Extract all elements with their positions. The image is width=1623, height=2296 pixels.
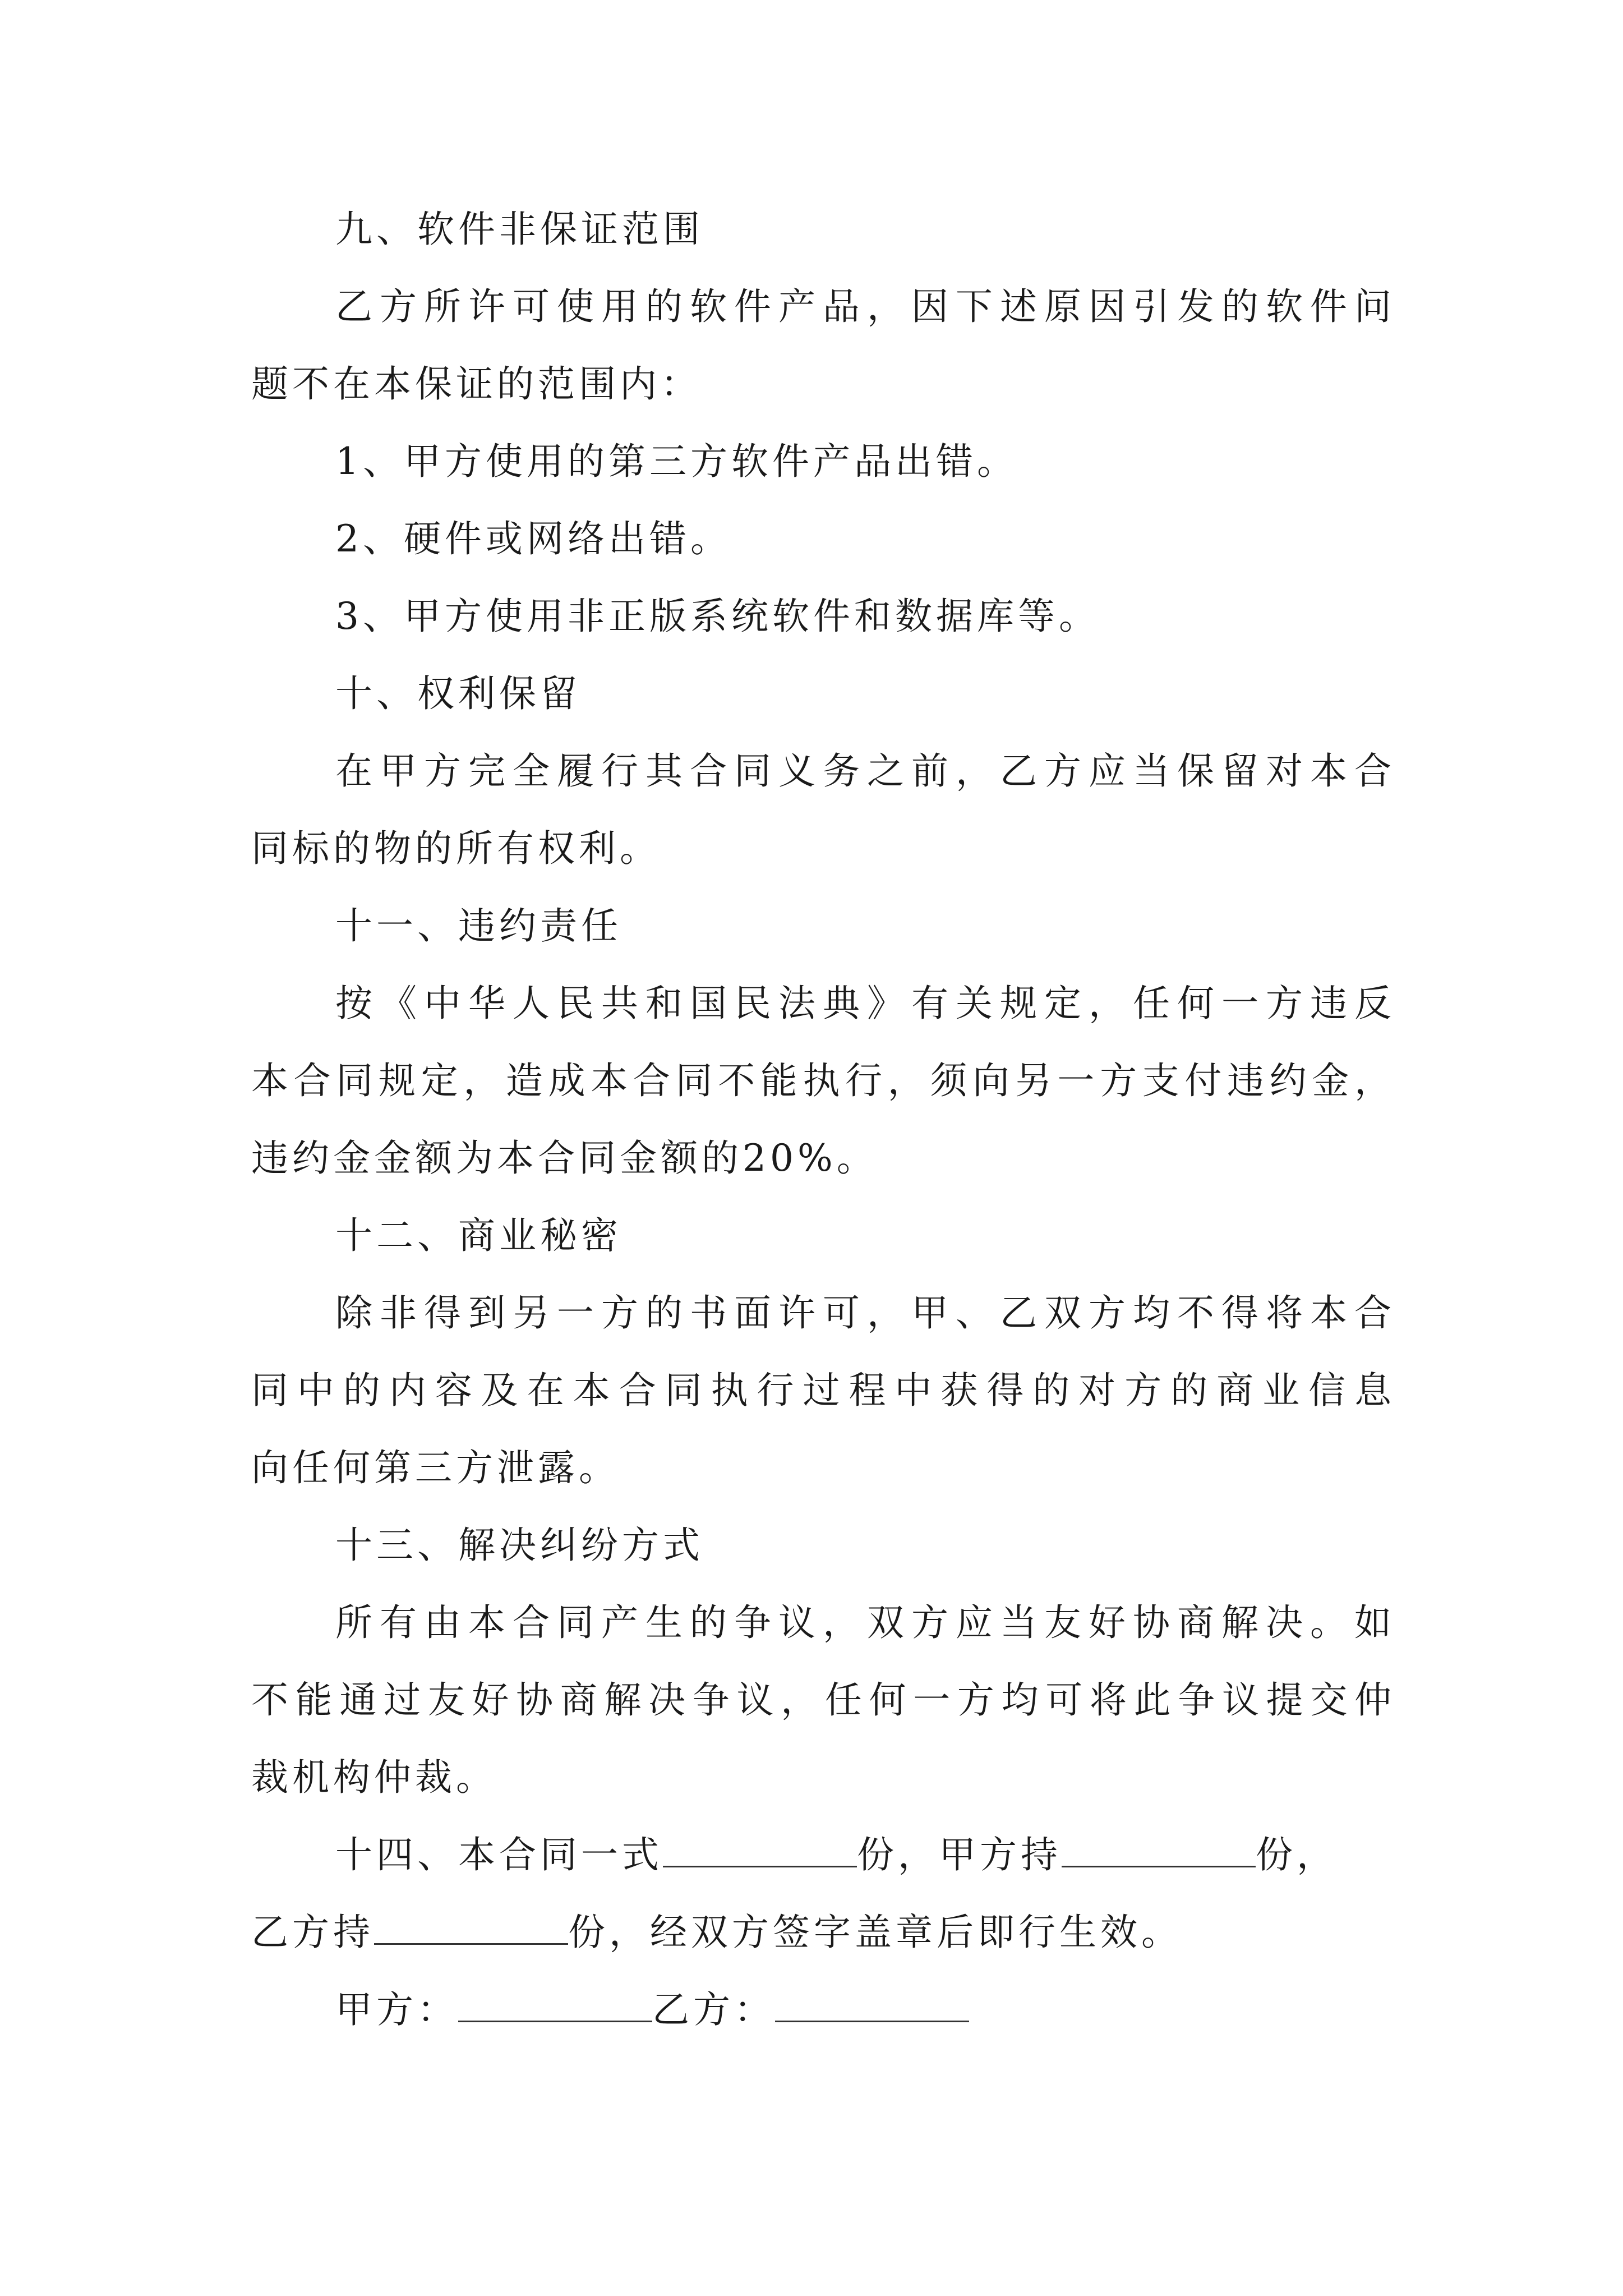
total-copies-blank: [663, 1832, 857, 1867]
paragraph-line: 不能通过友好协商解决争议，任何一方均可将此争议提交仲: [251, 1678, 1395, 1722]
paragraph-line: 同中的内容及在本合同执行过程中获得的对方的商业信息: [251, 1369, 1395, 1412]
section-heading-12: 十二、商业秘密: [335, 1214, 622, 1257]
party-b-label: 乙方：: [652, 1988, 775, 2031]
copies-text-4: 乙方持: [251, 1911, 374, 1954]
copies-text-3: 份，: [1256, 1833, 1338, 1876]
party-a-copies-blank: [1062, 1832, 1256, 1867]
section-heading-9: 九、软件非保证范围: [335, 208, 704, 251]
list-item: 2、硬件或网络出错。: [335, 517, 731, 560]
copies-text-2: 份，甲方持: [857, 1833, 1062, 1876]
contract-body: [251, 191, 1395, 2049]
paragraph-line: 向任何第三方泄露。: [251, 1446, 620, 1489]
list-item: 3、甲方使用非正版系统软件和数据库等。: [335, 595, 1100, 638]
party-a-label: 甲方：: [335, 1988, 458, 2031]
paragraph-line: 乙方所许可使用的软件产品，因下述原因引发的软件问: [335, 285, 1395, 328]
signature-line: [251, 1971, 1395, 2049]
paragraph-line: 同标的物的所有权利。: [251, 827, 661, 870]
paragraph-line: 本合同规定，造成本合同不能执行，须向另一方支付违约金，: [251, 1059, 1395, 1102]
section-heading-13: 十三、解决纠纷方式: [335, 1524, 704, 1567]
paragraph-line: 所有由本合同产生的争议，双方应当友好协商解决。如: [335, 1601, 1395, 1644]
paragraph-line: 题不在本保证的范围内：: [251, 362, 702, 406]
party-b-copies-blank: [374, 1910, 568, 1945]
copies-clause: [251, 1816, 1395, 1894]
party-b-signature-blank: [775, 1987, 969, 2022]
party-a-signature-blank: [458, 1987, 652, 2022]
paragraph-line: 除非得到另一方的书面许可，甲、乙双方均不得将本合: [335, 1291, 1395, 1335]
copies-text-1: 十四、本合同一式: [335, 1833, 663, 1876]
copies-text-5: 份，经双方签字盖章后即行生效。: [568, 1911, 1182, 1954]
section-heading-10: 十、权利保留: [335, 672, 581, 715]
paragraph-line: 按《中华人民共和国民法典》有关规定，任何一方违反: [335, 982, 1395, 1025]
paragraph-line: 违约金金额为本合同金额的20%。: [251, 1137, 878, 1180]
list-item: 1、甲方使用的第三方软件产品出错。: [335, 440, 1018, 483]
paragraph-line: 裁机构仲裁。: [251, 1756, 497, 1799]
copies-clause-continued: [251, 1894, 1395, 1971]
section-heading-11: 十一、违约责任: [335, 904, 622, 947]
paragraph-line: 在甲方完全履行其合同义务之前，乙方应当保留对本合: [335, 749, 1395, 793]
